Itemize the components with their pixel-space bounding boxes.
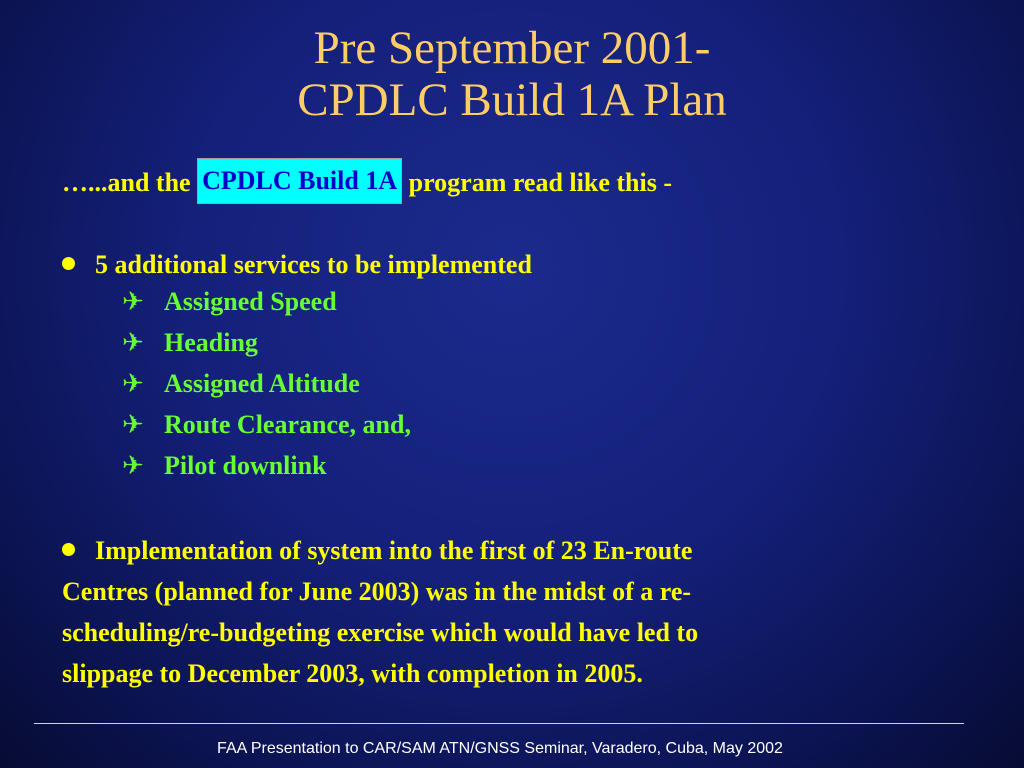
bullet-services-text: 5 additional services to be implemented bbox=[95, 250, 532, 279]
intro-prefix: …...and the bbox=[62, 167, 198, 197]
implementation-line-2: Centres (planned for June 2003) was in the midst of a re- bbox=[62, 577, 692, 606]
service-item bbox=[122, 451, 327, 481]
implementation-line-4: slippage to December 2003, with completion in 2005. bbox=[62, 659, 643, 688]
service-label: Assigned Altitude bbox=[164, 369, 360, 398]
airplane-icon: ✈ bbox=[122, 328, 144, 357]
title-line-2: CPDLC Build 1A Plan bbox=[297, 74, 727, 126]
bullet-services bbox=[62, 244, 922, 285]
service-label: Pilot downlink bbox=[164, 451, 327, 480]
bullet-dot-icon bbox=[62, 257, 75, 270]
bullet-implementation bbox=[62, 530, 922, 694]
airplane-icon: ✈ bbox=[122, 410, 144, 439]
airplane-icon: ✈ bbox=[122, 369, 144, 398]
bullet-dot-icon bbox=[62, 543, 75, 556]
implementation-line-3: scheduling/re-budgeting exercise which would have led to bbox=[62, 618, 699, 647]
intro-suffix: program read like this - bbox=[402, 167, 672, 197]
implementation-line-1: Implementation of system into the first of 23 En-route bbox=[95, 536, 693, 565]
service-label: Assigned Speed bbox=[164, 287, 337, 316]
footer-text: FAA Presentation to CAR/SAM ATN/GNSS Seminar, Varadero, Cuba, May 2002 bbox=[217, 740, 783, 757]
service-item bbox=[122, 369, 360, 399]
service-item bbox=[122, 287, 337, 317]
footer-divider bbox=[34, 723, 964, 724]
intro-line bbox=[62, 166, 672, 204]
service-item bbox=[122, 410, 411, 440]
slide-title bbox=[0, 22, 1024, 126]
airplane-icon: ✈ bbox=[122, 287, 144, 316]
title-line-1: Pre September 2001- bbox=[313, 22, 711, 74]
service-item bbox=[122, 328, 258, 358]
airplane-icon: ✈ bbox=[122, 451, 144, 480]
service-label: Route Clearance, and, bbox=[164, 410, 411, 439]
highlighted-term: CPDLC Build 1A bbox=[197, 158, 402, 204]
service-label: Heading bbox=[164, 328, 258, 357]
